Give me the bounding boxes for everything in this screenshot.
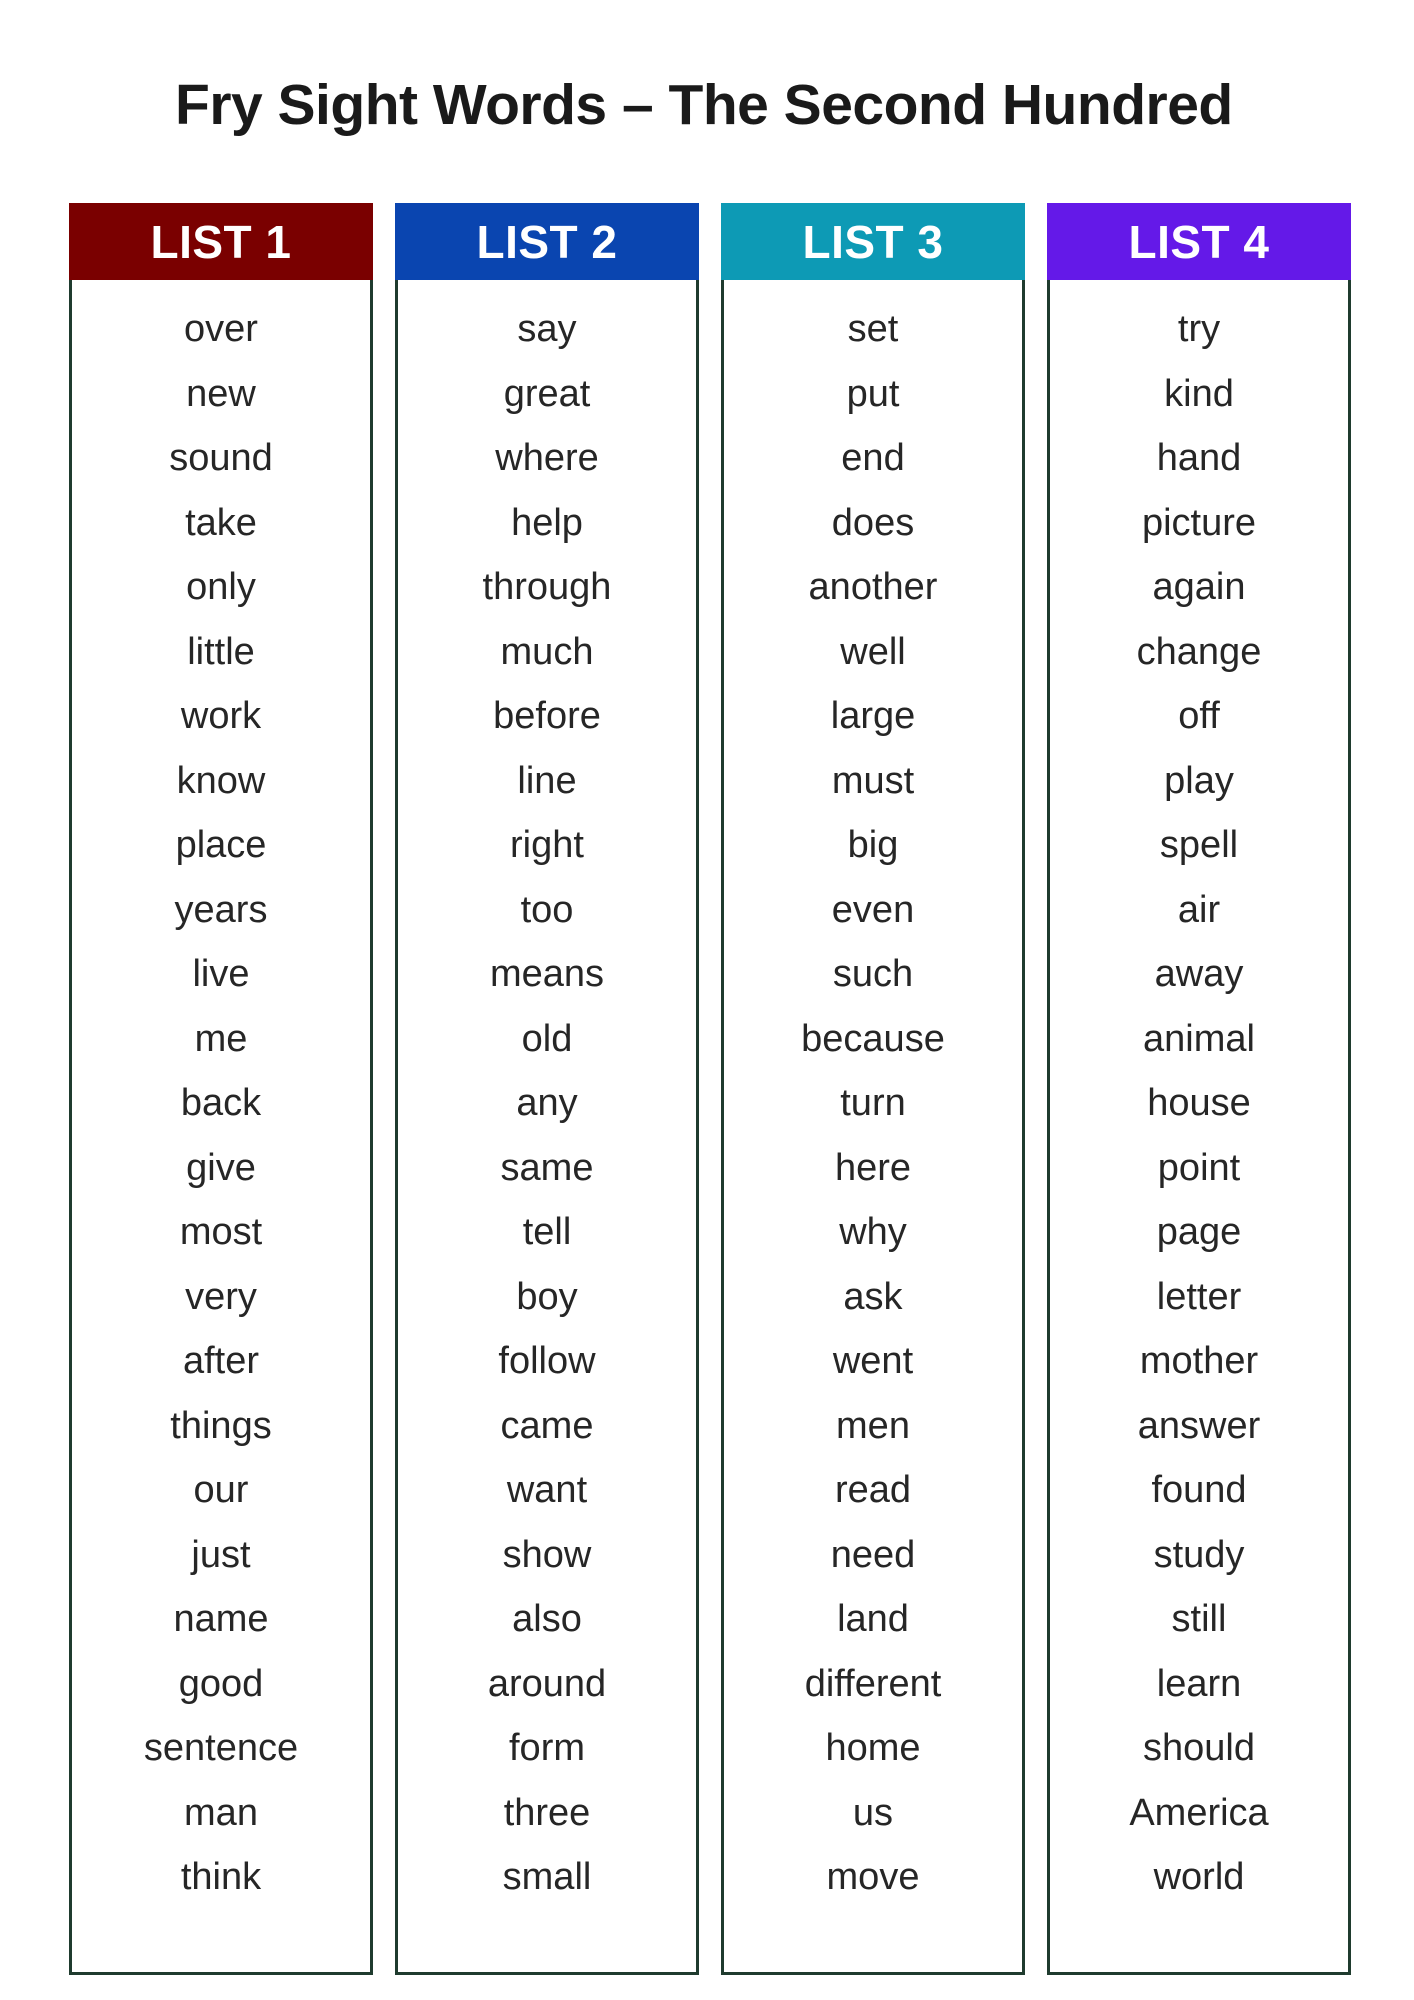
word-item: work xyxy=(180,695,262,737)
word-item: help xyxy=(511,501,583,544)
list-header-2: LIST 2 xyxy=(395,203,699,280)
list-header-3: LIST 3 xyxy=(721,203,1025,280)
word-item: another xyxy=(808,566,938,608)
word-item: need xyxy=(830,1533,916,1576)
word-item: good xyxy=(178,1662,264,1705)
word-item: found xyxy=(1151,1469,1247,1511)
word-item: before xyxy=(493,695,601,737)
word-item: sound xyxy=(169,437,273,479)
word-item: well xyxy=(840,630,906,673)
word-item: great xyxy=(503,372,591,415)
word-item: take xyxy=(185,501,257,544)
word-item: try xyxy=(1177,308,1221,350)
list-column-2 xyxy=(395,203,699,1975)
word-item: learn xyxy=(1156,1662,1242,1705)
word-item: follow xyxy=(498,1340,596,1382)
word-item: around xyxy=(487,1662,607,1705)
word-item: kind xyxy=(1164,372,1234,415)
word-item: any xyxy=(516,1082,578,1124)
word-item: world xyxy=(1153,1856,1245,1898)
list-header-1: LIST 1 xyxy=(69,203,373,280)
word-item: place xyxy=(175,824,267,866)
word-item: play xyxy=(1164,759,1234,802)
word-item: animal xyxy=(1143,1017,1255,1060)
word-item: tell xyxy=(522,1211,572,1253)
word-item: where xyxy=(495,437,599,479)
word-item: old xyxy=(521,1017,573,1060)
word-item: page xyxy=(1156,1211,1242,1253)
word-item: turn xyxy=(840,1082,906,1124)
word-item: only xyxy=(186,566,256,608)
word-item: back xyxy=(180,1082,262,1124)
word-item: went xyxy=(832,1340,914,1382)
word-item: me xyxy=(194,1017,248,1060)
word-item: does xyxy=(831,501,915,544)
word-item: even xyxy=(831,888,915,931)
word-item: men xyxy=(836,1404,910,1447)
list-column-3 xyxy=(721,203,1025,1975)
word-item: too xyxy=(520,888,574,931)
word-item: most xyxy=(179,1211,263,1253)
word-item: name xyxy=(173,1598,269,1640)
word-item: again xyxy=(1152,566,1246,608)
word-item: through xyxy=(482,566,612,608)
word-item: home xyxy=(825,1727,921,1769)
word-item: means xyxy=(489,953,605,995)
word-item: study xyxy=(1153,1533,1245,1576)
word-item: air xyxy=(1177,888,1221,931)
word-item: just xyxy=(191,1533,251,1576)
word-item: end xyxy=(841,437,905,479)
list-column-1 xyxy=(69,203,373,1975)
word-item: house xyxy=(1147,1082,1251,1124)
word-item: hand xyxy=(1156,437,1242,479)
word-item: right xyxy=(510,824,584,866)
word-item: picture xyxy=(1141,501,1257,544)
word-list-3 xyxy=(724,297,1022,1910)
word-item: because xyxy=(801,1017,945,1060)
word-item: land xyxy=(837,1598,909,1640)
word-item: big xyxy=(847,824,899,866)
word-item: point xyxy=(1157,1146,1241,1189)
word-item: change xyxy=(1136,630,1262,673)
word-item: America xyxy=(1129,1791,1269,1834)
word-item: line xyxy=(517,759,577,802)
word-item: boy xyxy=(516,1275,578,1318)
word-item: want xyxy=(506,1469,588,1511)
word-item: years xyxy=(174,888,268,931)
page-title: Fry Sight Words – The Second Hundred xyxy=(175,73,1233,137)
word-item: here xyxy=(834,1146,912,1189)
word-item: say xyxy=(517,308,577,350)
word-item: must xyxy=(831,759,915,802)
word-item: things xyxy=(170,1404,272,1447)
word-item: also xyxy=(512,1598,582,1640)
word-list-1 xyxy=(72,297,370,1910)
word-item: off xyxy=(1178,695,1220,737)
word-item: set xyxy=(847,308,899,350)
word-item: form xyxy=(509,1727,585,1769)
word-item: our xyxy=(193,1469,249,1511)
word-item: sentence xyxy=(143,1727,299,1769)
word-item: move xyxy=(826,1856,920,1898)
word-item: little xyxy=(187,630,255,673)
word-item: came xyxy=(500,1404,594,1447)
word-item: letter xyxy=(1156,1275,1242,1318)
word-item: why xyxy=(839,1211,907,1253)
word-item: spell xyxy=(1159,824,1239,866)
list-column-4 xyxy=(1047,203,1351,1975)
word-item: us xyxy=(852,1791,894,1834)
word-item: show xyxy=(502,1533,592,1576)
word-item: think xyxy=(180,1856,262,1898)
word-item: mother xyxy=(1139,1340,1259,1382)
word-item: should xyxy=(1143,1727,1255,1769)
word-item: man xyxy=(184,1791,258,1834)
word-item: three xyxy=(503,1791,591,1834)
word-item: ask xyxy=(843,1275,903,1318)
word-item: after xyxy=(182,1340,260,1382)
word-item: give xyxy=(186,1146,256,1189)
word-item: still xyxy=(1171,1598,1227,1640)
word-lists xyxy=(69,203,1351,1975)
word-item: much xyxy=(500,630,594,673)
word-item: such xyxy=(832,953,914,995)
word-list-2 xyxy=(398,297,696,1910)
word-item: know xyxy=(176,759,266,802)
word-item: live xyxy=(192,953,250,995)
word-item: very xyxy=(185,1275,257,1318)
word-item: answer xyxy=(1137,1404,1261,1447)
word-list-4 xyxy=(1050,297,1348,1910)
word-item: over xyxy=(184,308,258,350)
word-item: different xyxy=(804,1662,942,1705)
word-item: away xyxy=(1154,953,1244,995)
word-item: small xyxy=(502,1856,592,1898)
word-item: new xyxy=(186,372,256,415)
list-header-4: LIST 4 xyxy=(1047,203,1351,280)
word-item: large xyxy=(830,695,916,737)
word-item: same xyxy=(500,1146,594,1189)
word-item: put xyxy=(846,372,900,415)
word-item: read xyxy=(834,1469,912,1511)
